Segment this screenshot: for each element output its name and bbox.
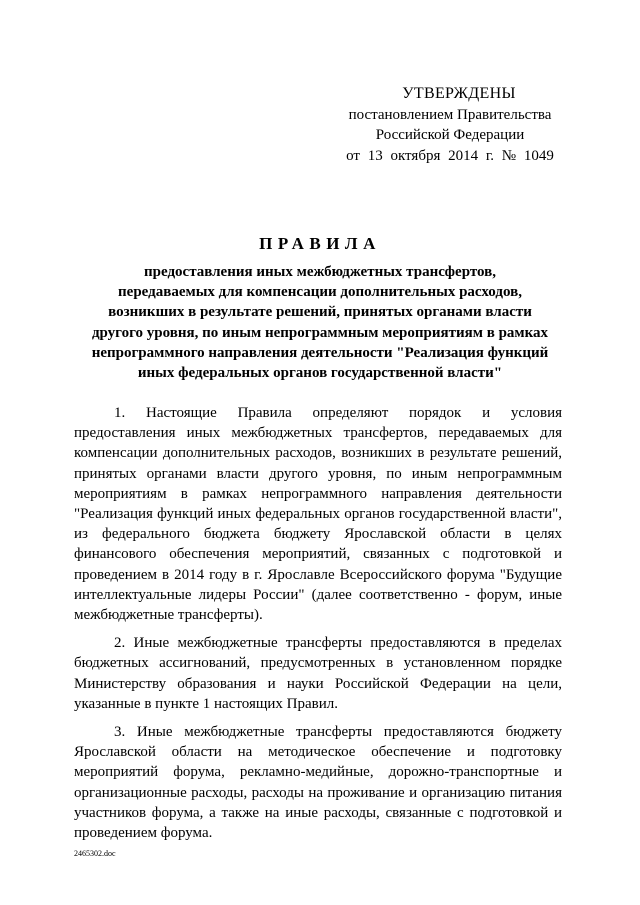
approval-title: УТВЕРЖДЕНЫ xyxy=(402,85,516,102)
approval-line-3: от 13 октября 2014 г. № 1049 xyxy=(346,147,554,164)
document-subtitle xyxy=(70,262,570,383)
document-title: ПРАВИЛА xyxy=(259,234,381,253)
subtitle-line: иных федеральных органов государственной власти" xyxy=(137,365,503,382)
approval-line-1: постановлением Правительства xyxy=(348,106,552,123)
paragraph-2: 2. Иные межбюджетные трансферты предоставляются в пределах бюджетных ассигнований, предусмотренных в установленном порядке Министерству образования и науки Российской Федерации на цели, указанные в пункте 1 настоящих Правил. xyxy=(74,635,562,712)
approval-block xyxy=(340,84,560,166)
paragraph-1: 1. Настоящие Правила определяют порядок и условия предоставления иных межбюджетных трансфертов, передаваемых для компенсации дополнительных расходов, возникших в результате решений, принятых органами власти другого уровня, по иным непрограммным мероприятиям в рамках непрограммного направления деятельности "Реализация функций иных федеральных органов государственной власти", из федерального бюджета бюджету Ярославской области в целях финансового обеспечения мероприятий, связанных с подготовкой и проведением в 2014 году в г. Ярославле Всероссийского форума "Будущие интеллектуальные лидеры России" (далее соответственно - форум, иные межбюджетные трансферты). xyxy=(74,405,562,624)
subtitle-line: предоставления иных межбюджетных трансфертов, xyxy=(144,264,496,280)
paragraph-3: 3. Иные межбюджетные трансферты предоставляются бюджету Ярославской области на методическое обеспечение и подготовку мероприятий форума, рекламно-медийные, дорожно-транспортные и организационные расходы, расходы на проживание и организацию питания участников форума, а также на иные расходы, связанные с подготовкой и проведением форума. xyxy=(74,724,562,842)
subtitle-line: возникших в результате решений, принятых органами власти xyxy=(108,304,532,321)
approval-line-2: Российской Федерации xyxy=(375,127,525,143)
subtitle-line: передаваемых для компенсации дополнительных расходов, xyxy=(118,284,522,301)
subtitle-line: другого уровня, по иным непрограммным мероприятиям в рамках xyxy=(91,324,549,341)
subtitle-line: непрограммного направления деятельности "Реализация функций xyxy=(91,344,549,361)
file-name-footer: 2465302.doc xyxy=(74,849,116,858)
document-body xyxy=(74,403,562,843)
